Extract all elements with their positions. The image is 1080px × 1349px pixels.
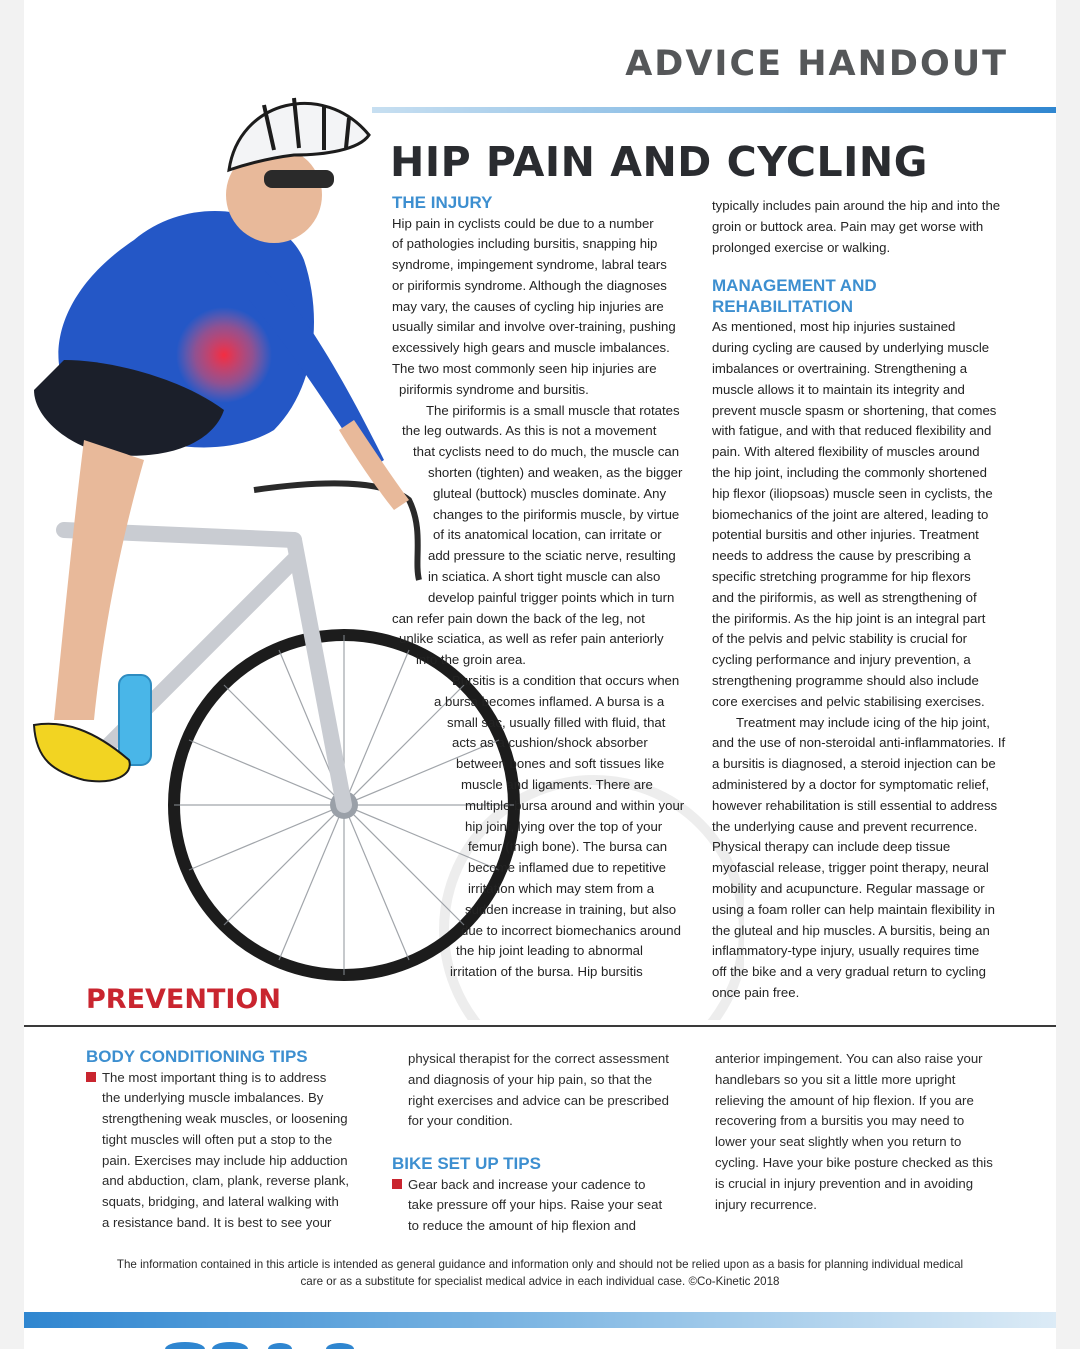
body-conditioning-tips <box>86 1047 376 1234</box>
text-line: the hip joint leading to abnormal <box>456 943 643 959</box>
bullet-icon <box>392 1179 402 1189</box>
tip-line: is crucial in injury prevention and in avoiding <box>715 1175 974 1191</box>
tip-line <box>86 1068 376 1089</box>
text-line: Treatment may include icing of the hip joint, <box>736 714 990 730</box>
top-rule <box>372 107 1056 113</box>
text-line: small sac, usually filled with fluid, that <box>447 714 666 730</box>
text-line: can refer pain down the back of the leg, not <box>392 610 645 626</box>
text-line: however rehabilitation is still essential to address <box>712 797 998 813</box>
text-line: and the piriformis, as well as strengthening of <box>712 589 977 605</box>
text-line: irritation which may stem from a <box>468 881 655 896</box>
text-line: of pathologies including bursitis, snapping hip <box>392 236 658 252</box>
text-line: pain. With altered flexibility of muscles around <box>712 444 980 460</box>
bike-setup-column <box>392 1049 692 1237</box>
injury-column <box>392 193 702 983</box>
text-line: unlike sciatica, as well as refer pain anteriorly <box>399 631 664 647</box>
text-line: femur (thigh bone). The bursa can <box>468 839 668 855</box>
text-line: gluteal (buttock) muscles dominate. Any <box>433 485 667 501</box>
text-line: strengthening programme should also include <box>712 672 979 688</box>
text-line: become inflamed due to repetitive <box>468 860 666 876</box>
text-line: specific stretching programme for hip flexors <box>712 568 971 584</box>
text-line: into the groin area. <box>416 652 526 668</box>
tip-line: and abduction, clam, plank, reverse plank, <box>102 1173 350 1189</box>
text-line: biomechanics of the joint are altered, leading to <box>712 506 989 522</box>
tip-line: to reduce the amount of hip flexion and <box>408 1218 637 1234</box>
tip-line: lower your seat slightly when you return to <box>715 1134 962 1150</box>
management-column <box>712 196 1032 1004</box>
disclaimer-line-1: The information contained in this article is intended as general guidance and information only and should not be relied upon as a basis for planning individual medical <box>116 1258 964 1271</box>
injury-heading: THE INJURY <box>392 193 493 212</box>
text-line: potential bursitis and other injuries. Treatment <box>712 527 979 543</box>
bike-setup-heading: BIKE SET UP TIPS <box>392 1154 541 1174</box>
tip-text: The most important thing is to address <box>102 1069 327 1085</box>
page-title: HIP PAIN AND CYCLING <box>390 138 928 186</box>
text-line: hip joint, lying over the top of your <box>465 818 663 834</box>
text-line: groin or buttock area. Pain may get worse with <box>712 218 984 234</box>
text-line: Physical therapy can include deep tissue <box>712 839 951 855</box>
text-line: with fatigue, and with that reduced flexibility and <box>712 423 992 439</box>
text-line: the hip joint, including the commonly shortened <box>712 464 987 480</box>
tip-line: right exercises and advice can be prescribed <box>408 1092 669 1108</box>
disclaimer <box>60 1256 1020 1290</box>
rehabilitation-heading: REHABILITATION <box>712 296 854 316</box>
tip-line: handlebars so you sit a little more upright <box>715 1071 956 1087</box>
text-line: usually similar and involve over-training, pushing <box>392 319 676 335</box>
footer-bar <box>24 1312 1056 1328</box>
bullet-icon <box>86 1072 96 1082</box>
text-line: of its anatomical location, can irritate or <box>433 527 662 543</box>
text-line: administered by a doctor for symptomatic relief, <box>712 776 990 792</box>
text-line: piriformis syndrome and bursitis. <box>399 381 589 397</box>
tip-line: for your condition. <box>408 1113 513 1129</box>
text-line: mobility and acupuncture. Regular massage or <box>712 880 985 896</box>
tip-line: injury recurrence. <box>715 1196 817 1212</box>
tip-line: the underlying muscle imbalances. By <box>102 1090 324 1106</box>
text-line: core exercises and pelvic stabilising exercises. <box>712 693 985 709</box>
tip-line <box>392 1175 692 1196</box>
text-line: may vary, the causes of cycling hip injuries are <box>392 298 664 314</box>
text-line: using a foam roller can help maintain flexibility in <box>712 901 995 917</box>
text-line: in sciatica. A short tight muscle can also <box>428 569 661 585</box>
text-line: or piriformis syndrome. Although the diagnoses <box>392 277 667 293</box>
page-edge-left <box>0 0 24 1349</box>
text-line: changes to the piriformis muscle, by virtue <box>433 506 680 522</box>
management-heading: MANAGEMENT AND <box>712 276 877 296</box>
text-line: multiple bursa around and within your <box>465 797 685 813</box>
text-line: that cyclists need to do much, the muscle can <box>413 444 680 460</box>
text-line: and the use of non-steroidal anti-inflammatories. If <box>712 735 1006 751</box>
text-line: muscle allows it to maintain its integrity and <box>712 381 965 397</box>
page-edge-right <box>1056 0 1080 1349</box>
body-conditioning-heading: BODY CONDITIONING TIPS <box>86 1047 308 1066</box>
tip-line: physical therapist for the correct assessment <box>408 1051 669 1066</box>
text-line: hip flexor (iliopsoas) muscle seen in cyclists, the <box>712 485 993 501</box>
text-line: the gluteal and hip muscles. A bursitis, being an <box>712 922 990 938</box>
tip-line: recovering from a bursitis you may need to <box>715 1113 965 1129</box>
bike-setup-continued <box>715 1049 1025 1215</box>
text-line: acts as a cushion/shock absorber <box>452 735 648 751</box>
text-line: a bursa becomes inflamed. A bursa is a <box>434 693 665 709</box>
text-line: the piriformis. As the hip joint is an integral part <box>712 610 986 626</box>
text-line: the leg outwards. As this is not a movement <box>402 423 657 439</box>
text-line: syndrome, impingement syndrome, labral tears <box>392 257 667 273</box>
text-line: off the bike and a very gradual return to cycling <box>712 964 986 980</box>
tip-line: strengthening weak muscles, or loosening <box>102 1111 348 1127</box>
text-line: Hip pain in cyclists could be due to a number <box>392 215 654 231</box>
text-line: prevent muscle spasm or shortening, that comes <box>712 402 997 418</box>
text-line: develop painful trigger points which in turn <box>428 589 675 605</box>
text-line: the underlying cause and prevent recurrence. <box>712 818 978 834</box>
text-line: Bursitis is a condition that occurs when <box>452 673 680 689</box>
text-line: The two most commonly seen hip injuries are <box>392 361 657 377</box>
section-divider <box>24 1025 1056 1027</box>
text-line: inflammatory-type injury, usually requires time <box>712 943 980 959</box>
text-line: prolonged exercise or walking. <box>712 239 891 255</box>
text-line: cycling performance and injury prevention, a <box>712 652 971 668</box>
disclaimer-line-2: care or as a substitute for specialist medical advice in each individual case. ©Co-Kinetic 2018 <box>300 1275 780 1288</box>
tip-text: Gear back and increase your cadence to <box>408 1176 646 1192</box>
tip-line: take pressure off your hips. Raise your seat <box>408 1197 663 1213</box>
text-line: due to incorrect biomechanics around <box>461 922 681 938</box>
text-line: between bones and soft tissues like <box>456 756 665 772</box>
prevention-heading: PREVENTION <box>86 984 281 1015</box>
text-line: The piriformis is a small muscle that rotates <box>426 402 680 418</box>
text-line: of the pelvis and pelvic stability is crucial for <box>712 631 968 647</box>
text-line: myofascial release, trigger point therapy, neural <box>712 860 989 876</box>
text-line: during cycling are caused by underlying muscle <box>712 340 990 356</box>
tip-line: pain. Exercises may include hip adduction <box>102 1152 348 1168</box>
text-line: a bursitis is diagnosed, a steroid injection can be <box>712 756 996 772</box>
text-line: shorten (tighten) and weaken, as the bigger <box>428 465 683 481</box>
tip-line: a resistance band. It is best to see your <box>102 1215 332 1231</box>
text-line: As mentioned, most hip injuries sustained <box>712 319 956 335</box>
text-line: typically includes pain around the hip and into the <box>712 198 1001 213</box>
text-line: add pressure to the sciatic nerve, resulting <box>428 548 676 564</box>
masthead-label: ADVICE HANDOUT <box>625 44 1008 84</box>
text-line: muscle and ligaments. There are <box>461 777 653 793</box>
tip-line: and diagnosis of your hip pain, so that the <box>408 1071 653 1087</box>
text-line: imbalances or overtraining. Strengthening a <box>712 360 968 376</box>
text-line: once pain free. <box>712 984 800 1000</box>
tip-line: squats, bridging, and lateral walking with <box>102 1194 339 1210</box>
text-line: sudden increase in training, but also <box>465 901 677 917</box>
text-line: excessively high gears and muscle imbalances. <box>392 340 670 356</box>
tip-line: relieving the amount of hip flexion. If you are <box>715 1092 974 1108</box>
text-line: irritation of the bursa. Hip bursitis <box>450 964 643 980</box>
tip-line: anterior impingement. You can also raise your <box>715 1051 983 1066</box>
logo-fragment-icon <box>160 1340 400 1349</box>
tip-line: tight muscles will often put a stop to the <box>102 1131 333 1147</box>
text-line: needs to address the cause by prescribing a <box>712 548 971 564</box>
tip-line: cycling. Have your bike posture checked as this <box>715 1154 993 1170</box>
